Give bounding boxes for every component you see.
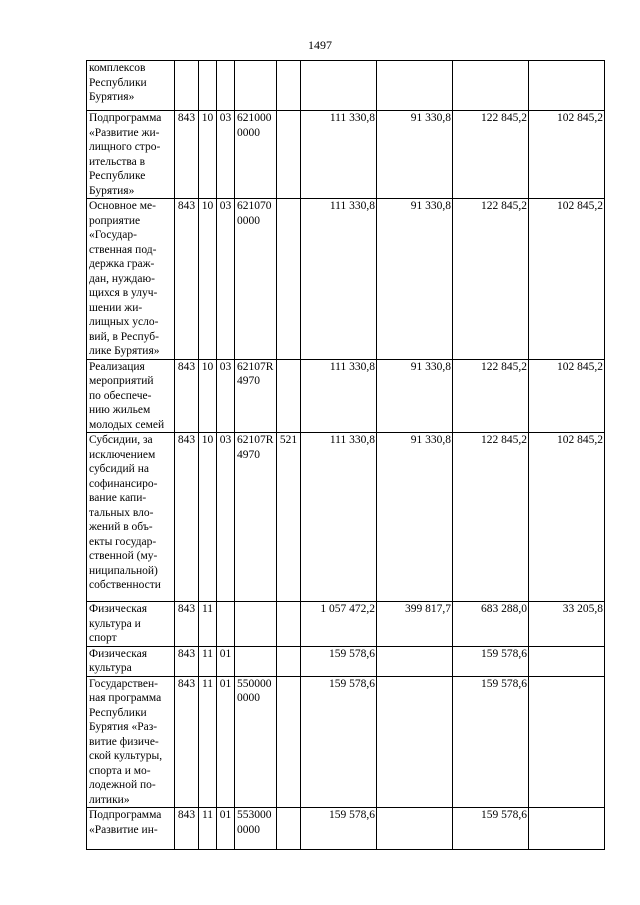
- table-row: [87, 61, 605, 111]
- item-name-cell: [87, 433, 175, 602]
- item-name-line: спорта и мо-: [89, 764, 151, 777]
- budget-table: [86, 60, 605, 850]
- item-name-line: Основное ме-: [89, 200, 156, 212]
- target-article-line: 621000: [237, 112, 272, 124]
- amount-cell-v1: 111 330,8: [301, 199, 377, 360]
- amount-cell-v2: 91 330,8: [377, 359, 453, 433]
- amount-cell-v1: [301, 61, 377, 111]
- item-name-cell: [87, 199, 175, 360]
- item-name-line: спорт: [89, 632, 117, 644]
- item-name-line: по обеспече-: [89, 389, 152, 402]
- subsection-code-cell: 01: [217, 646, 235, 676]
- item-name-line: Бурятия»: [89, 184, 135, 197]
- item-name-line: культура: [89, 662, 132, 674]
- target-article-line: 621070: [237, 200, 272, 212]
- subsection-code-cell: 03: [217, 111, 235, 199]
- item-name-line: собственности: [89, 579, 161, 591]
- item-name-cell: [87, 61, 175, 111]
- item-name-cell: [87, 676, 175, 808]
- item-name-line: екты государ-: [89, 535, 157, 548]
- expense-type-cell: [277, 808, 301, 850]
- amount-cell-v3: 122 845,2: [453, 433, 529, 602]
- item-name-line: культура и: [89, 617, 141, 630]
- amount-cell-v2: 91 330,8: [377, 199, 453, 360]
- item-name-line: литики»: [89, 793, 130, 806]
- item-name-line: Физическая: [89, 647, 148, 660]
- amount-cell-v3: 122 845,2: [453, 111, 529, 199]
- item-name-line: Подпрограмма: [89, 112, 162, 124]
- subsection-code-cell: 03: [217, 199, 235, 360]
- item-name-line: ительства в: [89, 155, 146, 168]
- amount-cell-v4: 33 205,8: [529, 602, 605, 647]
- subsection-code-cell: 01: [217, 808, 235, 850]
- amount-cell-v1: 111 330,8: [301, 433, 377, 602]
- amount-cell-v1: 111 330,8: [301, 111, 377, 199]
- item-name-line: «Развитие ин-: [89, 823, 158, 836]
- target-article-line: 0000: [237, 823, 260, 836]
- admin-code-cell: 843: [175, 433, 199, 602]
- expense-type-cell: 521: [277, 433, 301, 602]
- amount-cell-v4: 102 845,2: [529, 359, 605, 433]
- amount-cell-v1: 159 578,6: [301, 676, 377, 808]
- target-article-line: 4970: [237, 375, 260, 387]
- item-name-cell: [87, 111, 175, 199]
- item-name-line: софинансиро-: [89, 477, 158, 490]
- amount-cell-v4: [529, 646, 605, 676]
- item-name-line: дан, нуждаю-: [89, 272, 155, 285]
- item-name-line: Государствен-: [89, 677, 158, 690]
- item-name-line: «Государ-: [89, 229, 137, 241]
- section-code-cell: 10: [199, 111, 217, 199]
- item-name-line: ниципальной): [89, 564, 158, 577]
- admin-code-cell: 843: [175, 359, 199, 433]
- item-name-cell: [87, 808, 175, 850]
- item-name-line: держка граж-: [89, 258, 155, 270]
- table-row: [87, 359, 605, 433]
- amount-cell-v1: 1 057 472,2: [301, 602, 377, 647]
- item-name-line: ственной (му-: [89, 550, 158, 562]
- item-name-line: «Развитие жи-: [89, 126, 160, 139]
- item-name-line: ской культуры,: [89, 750, 163, 762]
- item-name-line: вание капи-: [89, 492, 147, 504]
- target-article-cell: [235, 808, 277, 850]
- target-article-line: 0000: [237, 214, 260, 227]
- amount-cell-v3: 159 578,6: [453, 808, 529, 850]
- target-article-cell: [235, 111, 277, 199]
- item-name-cell: [87, 359, 175, 433]
- table-row: [87, 676, 605, 808]
- table-row: [87, 602, 605, 647]
- section-code-cell: 11: [199, 602, 217, 647]
- item-name-line: щихся в улуч-: [89, 287, 158, 299]
- amount-cell-v3: 159 578,6: [453, 676, 529, 808]
- target-article-line: 62107R: [237, 434, 274, 446]
- amount-cell-v4: [529, 676, 605, 808]
- admin-code-cell: 843: [175, 676, 199, 808]
- table-row: [87, 433, 605, 602]
- item-name-cell: [87, 646, 175, 676]
- target-article-line: 553000: [237, 809, 272, 821]
- target-article-line: 0000: [237, 692, 260, 704]
- amount-cell-v3: 683 288,0: [453, 602, 529, 647]
- item-name-line: исключением: [89, 448, 156, 461]
- table-row: [87, 111, 605, 199]
- item-name-line: жений в объ-: [89, 521, 153, 533]
- expense-type-cell: [277, 61, 301, 111]
- target-article-cell: [235, 199, 277, 360]
- amount-cell-v4: 102 845,2: [529, 199, 605, 360]
- target-article-cell: [235, 359, 277, 433]
- table-row: [87, 199, 605, 360]
- target-article-line: 4970: [237, 448, 260, 461]
- target-article-line: 62107R: [237, 360, 274, 373]
- amount-cell-v2: 91 330,8: [377, 433, 453, 602]
- item-name-line: нию жильем: [89, 404, 151, 416]
- expense-type-cell: [277, 676, 301, 808]
- amount-cell-v4: 102 845,2: [529, 433, 605, 602]
- item-name-line: субсидий на: [89, 463, 149, 475]
- item-name-line: мероприятий: [89, 375, 154, 387]
- amount-cell-v1: 159 578,6: [301, 808, 377, 850]
- amount-cell-v2: 399 817,7: [377, 602, 453, 647]
- item-name-line: витие физиче-: [89, 735, 159, 748]
- section-code-cell: 10: [199, 359, 217, 433]
- amount-cell-v3: 122 845,2: [453, 359, 529, 433]
- target-article-line: 550000: [237, 677, 272, 690]
- item-name-line: ственная под-: [89, 243, 157, 256]
- table-row: [87, 808, 605, 850]
- amount-cell-v3: [453, 61, 529, 111]
- item-name-line: молодых семей: [89, 418, 165, 431]
- item-name-line: комплексов: [89, 62, 146, 74]
- item-name-line: Республики: [89, 76, 147, 89]
- item-name-line: лищных усло-: [89, 316, 159, 328]
- target-article-line: 0000: [237, 126, 260, 139]
- amount-cell-v1: 111 330,8: [301, 359, 377, 433]
- item-name-line: лодежной по-: [89, 779, 156, 791]
- amount-cell-v4: 102 845,2: [529, 111, 605, 199]
- section-code-cell: 11: [199, 808, 217, 850]
- expense-type-cell: [277, 111, 301, 199]
- admin-code-cell: 843: [175, 646, 199, 676]
- amount-cell-v3: 122 845,2: [453, 199, 529, 360]
- page-number: 1497: [308, 38, 332, 52]
- item-name-line: Подпрограмма: [89, 809, 162, 821]
- item-name-line: лищного стро-: [89, 141, 161, 153]
- section-code-cell: 11: [199, 646, 217, 676]
- target-article-cell: [235, 433, 277, 602]
- item-name-line: лике Бурятия»: [89, 345, 160, 357]
- amount-cell-v2: [377, 646, 453, 676]
- expense-type-cell: [277, 199, 301, 360]
- item-name-line: Республике: [89, 170, 146, 182]
- item-name-line: тальных вло-: [89, 506, 154, 519]
- item-name-line: вий, в Респуб-: [89, 330, 159, 343]
- item-name-line: Реализация: [89, 360, 145, 373]
- item-name-line: ная программа: [89, 692, 162, 704]
- target-article-cell: [235, 676, 277, 808]
- subsection-code-cell: [217, 61, 235, 111]
- target-article-cell: [235, 61, 277, 111]
- target-article-cell: [235, 646, 277, 676]
- admin-code-cell: 843: [175, 199, 199, 360]
- admin-code-cell: 843: [175, 111, 199, 199]
- admin-code-cell: 843: [175, 602, 199, 647]
- amount-cell-v2: [377, 808, 453, 850]
- expense-type-cell: [277, 646, 301, 676]
- expense-type-cell: [277, 602, 301, 647]
- amount-cell-v1: 159 578,6: [301, 646, 377, 676]
- subsection-code-cell: 03: [217, 433, 235, 602]
- amount-cell-v2: [377, 676, 453, 808]
- section-code-cell: 11: [199, 676, 217, 808]
- target-article-cell: [235, 602, 277, 647]
- subsection-code-cell: [217, 602, 235, 647]
- item-name-line: Бурятия»: [89, 91, 135, 103]
- item-name-line: роприятие: [89, 214, 141, 227]
- subsection-code-cell: 03: [217, 359, 235, 433]
- table-row: [87, 646, 605, 676]
- item-name-cell: [87, 602, 175, 647]
- amount-cell-v4: [529, 61, 605, 111]
- expense-type-cell: [277, 359, 301, 433]
- item-name-line: Бурятия «Раз-: [89, 721, 158, 733]
- section-code-cell: 10: [199, 199, 217, 360]
- item-name-line: Республики: [89, 706, 147, 719]
- item-name-line: Субсидии, за: [89, 434, 153, 446]
- section-code-cell: 10: [199, 433, 217, 602]
- subsection-code-cell: 01: [217, 676, 235, 808]
- amount-cell-v4: [529, 808, 605, 850]
- section-code-cell: [199, 61, 217, 111]
- admin-code-cell: 843: [175, 808, 199, 850]
- admin-code-cell: [175, 61, 199, 111]
- item-name-line: Физическая: [89, 603, 148, 615]
- amount-cell-v2: [377, 61, 453, 111]
- amount-cell-v3: 159 578,6: [453, 646, 529, 676]
- amount-cell-v2: 91 330,8: [377, 111, 453, 199]
- item-name-line: шении жи-: [89, 301, 143, 314]
